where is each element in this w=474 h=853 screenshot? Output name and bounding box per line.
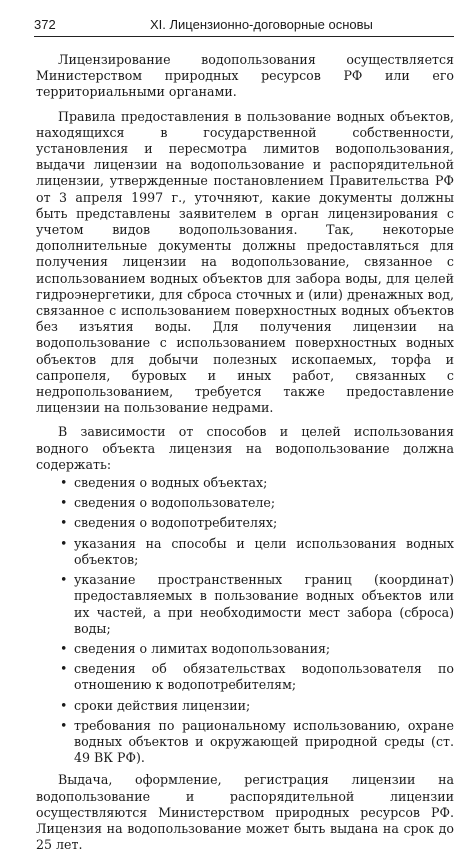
license-contents-list <box>36 475 454 766</box>
list-item-text: сведения о лимитах водопользования; <box>74 640 331 656</box>
list-item <box>60 475 454 491</box>
bullet-icon: • <box>60 535 68 551</box>
paragraph-issuance: Выдача, оформление, регистрация лицензии на водопользование и распорядительной лицензии осуществляются Министерством природных ресурсов РФ. Лицензия на водопользование может быть выдана на срок до 25 лет. <box>36 772 454 853</box>
bullet-icon: • <box>60 572 68 588</box>
list-item <box>60 661 454 693</box>
page-body <box>36 52 454 853</box>
list-item-text: сведения о водопользователе; <box>74 495 276 511</box>
list-item <box>60 572 454 637</box>
running-head <box>34 14 454 37</box>
list-item-text: указания на способы и цели использования водных объектов; <box>74 535 454 567</box>
list-item-text: сроки действия лицензии; <box>74 697 251 713</box>
bullet-icon: • <box>60 717 68 733</box>
list-item <box>60 536 454 568</box>
paragraph-rules: Правила предоставления в пользование водных объектов, находящихся в государственной собственности, установления и пересмотра лимитов водопользования, выдачи лицензии на водопользование и распорядительной лицензии, утвержденные постановлением Правительства РФ от 3 апреля 1997 г., уточняют, какие документы должны быть представлены заявителем в орган лицензирования с учетом видов водопользования. Так, некоторые дополнительные документы должны предоставляться для получения лицензии на водопользование, связанное с использованием водных объектов для забора воды, для целей гидроэнергетики, для сброса сточных и (или) дренажных вод, связанное с использованием поверхностных водных объектов без изъятия воды. Для получения лицензии на водопользование с использованием поверхностных водных объектов для добычи полезных ископаемых, торфа и сапропеля, буровых и иных работ, связанных с недропользованием, требуется также предоставление лицензии на пользование недрами. <box>36 108 454 416</box>
list-item <box>60 515 454 531</box>
list-item <box>60 698 454 714</box>
bullet-icon: • <box>60 661 68 677</box>
list-item-text: сведения о водных объектах; <box>74 475 268 491</box>
bullet-icon: • <box>60 640 68 656</box>
paragraph-licensing-authority: Лицензирование водопользования осуществляется Министерством природных ресурсов РФ или его территориальными органами. <box>36 52 454 100</box>
list-item <box>60 718 454 767</box>
chapter-title: XI. Лицензионно-договорные основы <box>150 17 373 32</box>
bullet-icon: • <box>60 475 68 491</box>
bullet-icon: • <box>60 697 68 713</box>
paragraph-license-contents-intro: В зависимости от способов и целей использования водного объекта лицензия на водопользование должна содержать: <box>36 424 454 472</box>
bullet-icon: • <box>60 515 68 531</box>
list-item-text: указание пространственных границ (координат) предоставляемых в пользование водных объектов или их частей, а при необходимости мест забора (сброса) воды; <box>74 572 454 636</box>
page-number: 372 <box>34 17 56 32</box>
list-item-text: сведения о водопотребителях; <box>74 515 278 531</box>
bullet-icon: • <box>60 495 68 511</box>
list-item-text: сведения об обязательствах водопользователя по отношению к водопотребителям; <box>74 661 454 693</box>
list-item <box>60 495 454 511</box>
list-item <box>60 641 454 657</box>
list-item-text: требования по рациональному использованию, охране водных объектов и окружающей природной среды (ст. 49 ВК РФ). <box>74 717 454 766</box>
